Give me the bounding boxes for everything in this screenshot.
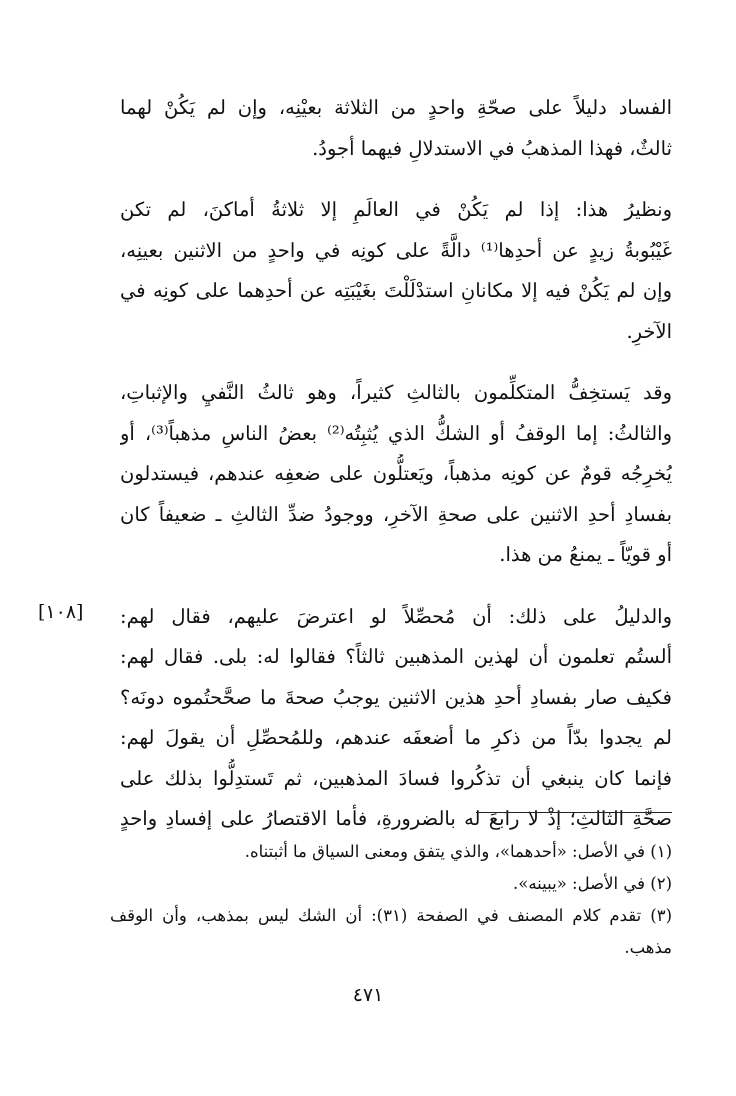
footnote-1: (١) في الأصل: «أحدهما»، والذي يتفق ومعنى السياق ما أثبتناه. (244, 842, 672, 861)
text-line: يُخرِجُه قومٌ عن كونِه مذهباً، ويَعتلُّون على ضعفِه عندهم، فيستدلون (120, 462, 672, 485)
text-line: والدليلُ على ذلك: أن مُحصِّلاً لو اعترضَ عليهم، فقال لهم: (120, 604, 672, 628)
footnote-3: (٣) تقدم كلام المصنف في الصفحة (٣١): أن الشك ليس بمذهب، وأن الوقف (110, 906, 672, 925)
text-line: ألستُم تعلمون أن لهذين المذهبين ثالثاً؟ فقالوا له: بلى. فقال لهم: (120, 645, 672, 668)
text-line: ثالثٌ، فهذا المذهبُ في الاستدلالِ فيهما أجودُ. (312, 136, 672, 160)
text-line: فكيف صار بفسادِ أحدِ هذين الاثنين يوجبُ صحةَ ما صحَّحتُموه دونَه؟ (120, 685, 672, 709)
footnote-divider (476, 812, 672, 813)
text-line: فإنما كان ينبغي أن تذكُروا فسادَ المذهبين، ثم تَستدِلُّوا بذلك على (120, 766, 672, 790)
footnotes (110, 836, 672, 964)
paragraph-2 (120, 190, 672, 352)
margin-reference-number: [١٠٨] (38, 601, 84, 623)
text-line: لم يجدوا بدّاً من ذكرِ ما أضعفَه عندهم، وللمُحصِّلِ أن يقولَ لهم: (120, 726, 672, 749)
text-line: صحَّةِ الثالثِ؛ إذْ لا رابعَ له بالضرورةِ، فأما الاقتصارُ على إفسادِ واحدٍ (120, 807, 672, 830)
footnote-3-continuation: مذهب. (624, 938, 672, 957)
text-line: الآخرِ. (626, 319, 672, 343)
text-line: ونظيرُ هذا: إذا لم يَكُنْ في العالَمِ إلا ثلاثةُ أماكنَ، لم تكن (120, 198, 672, 221)
main-text (120, 88, 672, 861)
paragraph-3 (120, 373, 672, 576)
text-line: وإن لم يَكُنْ فيه إلا مكانانِ استدْلَلْتَ بغَيْبَتِه عن أحدِهما على كونِه في (120, 279, 672, 302)
text-line: وقد يَستخِفُّ المتكلِّمون بالثالثِ كثيراً، وهو ثالثُ النَّفيِ والإثباتِ، (120, 381, 672, 404)
footnote-2: (٢) في الأصل: «يبينه». (513, 874, 672, 893)
paragraph-4 (120, 597, 672, 840)
text-line: غَيْبُوبةُ زيدٍ عن أحدِها⁽¹⁾ دالَّةً على كونِه في واحدٍ من الاثنين بعينِه، (120, 238, 672, 262)
paragraph-1 (120, 88, 672, 169)
text-line: والثالثُ: إما الوقفُ أو الشكُّ الذي يُثبِتُه⁽²⁾ بعضُ الناسِ مذهباً⁽³⁾، أو (120, 421, 672, 445)
text-line: بفسادِ أحدِ الاثنين على صحةِ الآخرِ، ووجودُ ضدِّ الثالثِ ـ ضعيفاً كان (120, 502, 672, 526)
page-number: ٤٧١ (352, 984, 384, 1006)
text-line: أو قويّاً ـ يمنعُ من هذا. (499, 543, 672, 566)
text-line: الفساد دليلاً على صحّةِ واحدٍ من الثلاثة بعيْنِه، وإن لم يَكُنْ لهما (120, 96, 672, 119)
